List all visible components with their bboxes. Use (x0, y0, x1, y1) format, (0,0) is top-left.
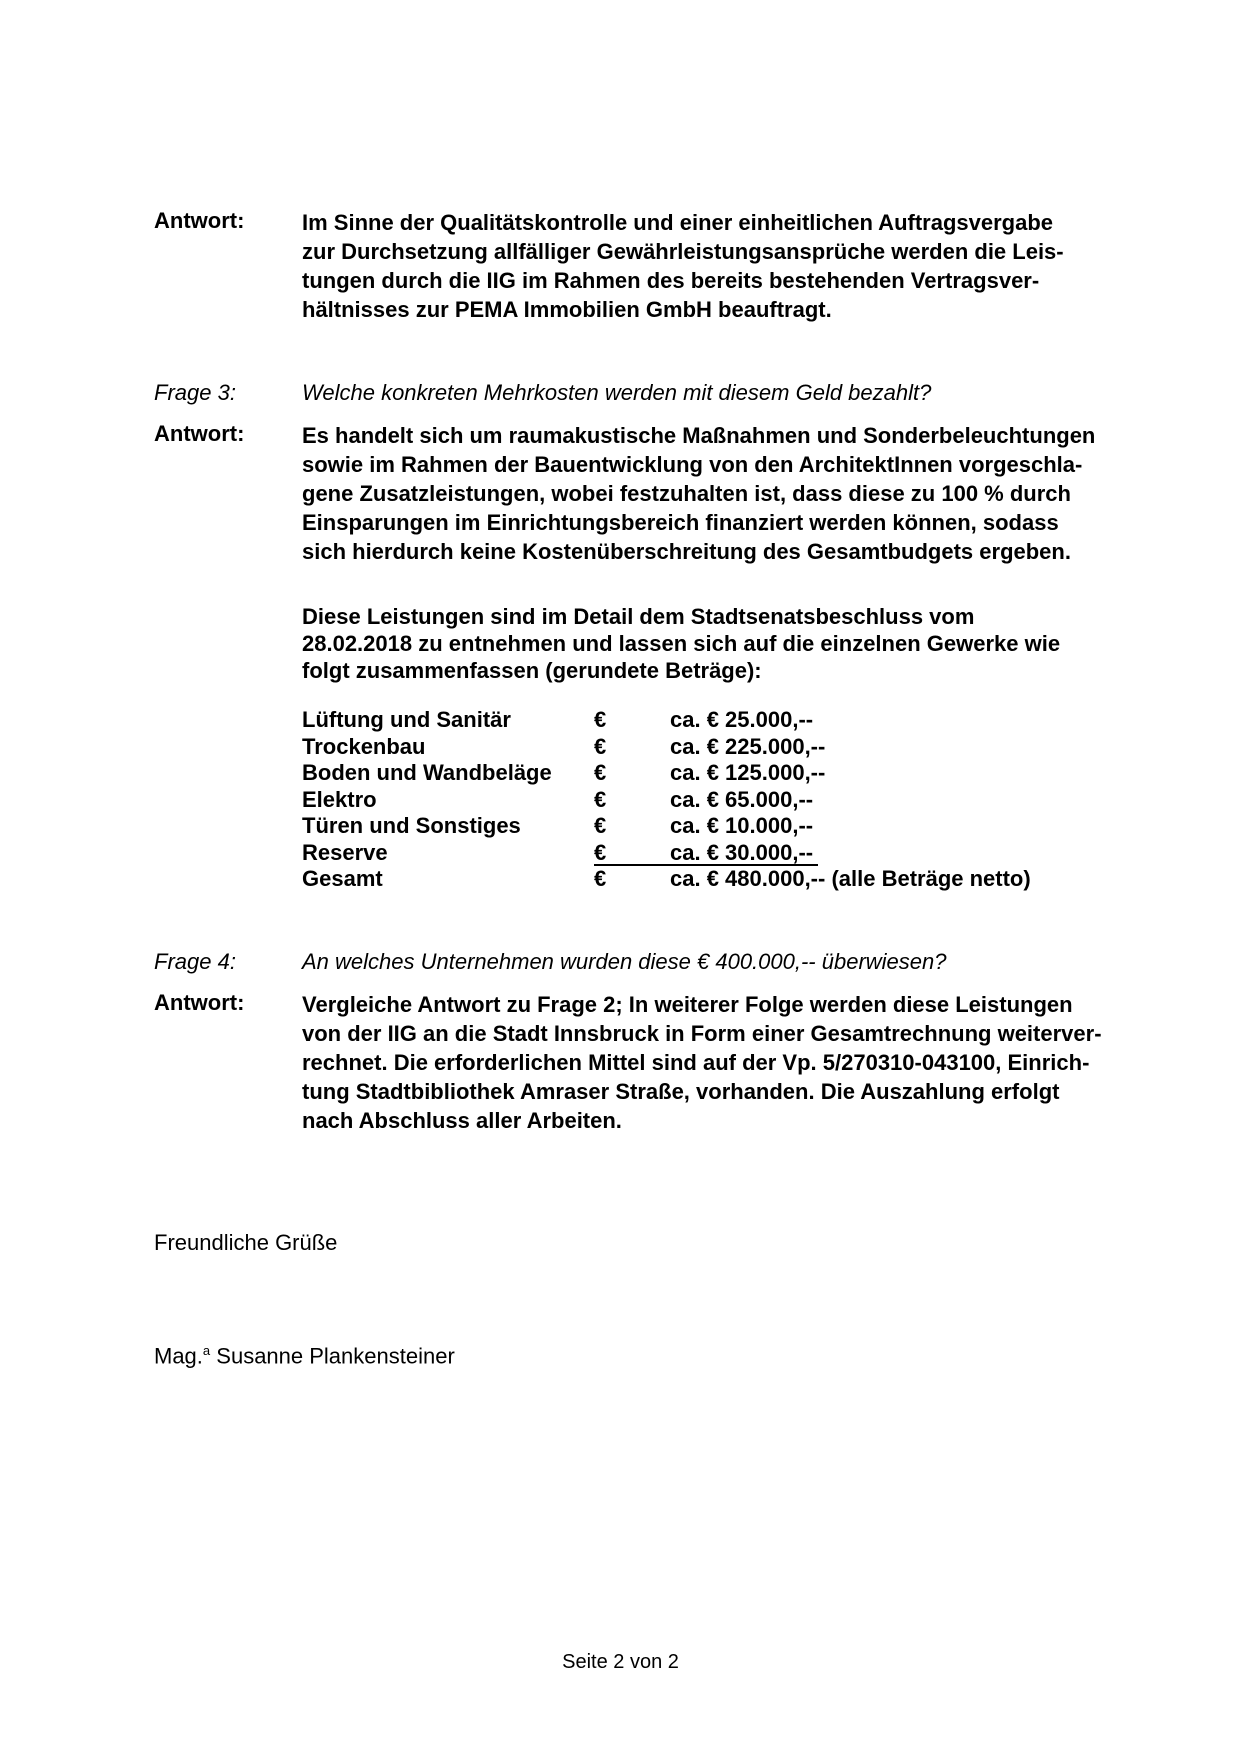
cost-amount: ca. € 125.000,-- (670, 760, 826, 785)
detail-paragraph: Diese Leistungen sind im Detail dem Stadtsenatsbeschluss vom 28.02.2018 zu entnehmen und lassen sich auf die einzelnen Gewerke wie folgt zusammenfassen (gerundete Beträge): (302, 604, 1061, 683)
frage3-question: Welche konkreten Mehrkosten werden mit diesem Geld bezahlt? (302, 380, 932, 405)
cost-name: Lüftung und Sanitär (302, 707, 511, 732)
cost-name: Gesamt (302, 866, 383, 891)
frage3-label: Frage 3: (154, 380, 236, 405)
cost-amount: ca. € 225.000,-- (670, 733, 826, 759)
antwort-label-1: Antwort: (154, 208, 245, 233)
cost-currency: € (594, 733, 607, 759)
antwort-label-4: Antwort: (154, 990, 245, 1015)
antwort-text-3: Es handelt sich um raumakustische Maßnahmen und Sonderbeleuchtungen sowie im Rahmen der Bauentwicklung von den ArchitektInnen vorgeschla- gene Zusatzleistungen, wobei festzuhalten ist, dass diese zu 100 % durch Einsparungen im Einrichtungsbereich finanziert werden können, sodass sich hierdurch keine Kostenüberschreitung des Gesamtbudgets ergeben. (302, 423, 1096, 564)
antwort-text-4: Vergleiche Antwort zu Frage 2; In weiterer Folge werden diese Leistungen von der IIG an die Stadt Innsbruck in Form einer Gesamtrechnung weiterver- rechnet. Die erforderlichen Mittel sind auf der Vp. 5/270310-043100, Einrich- tung Stadtbibliothek Amraser Straße, vorhanden. Die Auszahlung erfolgt nach Abschluss aller Arbeiten. (302, 992, 1102, 1133)
cost-currency: € (594, 866, 607, 891)
frage4-question: An welches Unternehmen wurden diese € 400.000,-- überwiesen? (302, 949, 947, 974)
antwort-label-3: Antwort: (154, 421, 245, 446)
cost-currency: € (594, 839, 607, 865)
cost-currency: € (594, 707, 607, 732)
page-number: Seite 2 von 2 (562, 1651, 679, 1673)
cost-currency: € (594, 760, 607, 785)
signature-title-sup: a (202, 1343, 211, 1358)
antwort-text-1: Im Sinne der Qualitätskontrolle und einer einheitlichen Auftragsvergabe zur Durchsetzung allfälliger Gewährleistungsansprüche werden die Leis- tungen durch die IIG im Rahmen des bereits bestehenden Vertragsver- hältnisses zur PEMA Immobilien GmbH beauftragt. (302, 210, 1064, 322)
closing-greeting: Freundliche Grüße (154, 1230, 338, 1255)
signature (154, 1343, 455, 1369)
cost-amount: ca. € 25.000,-- (670, 707, 814, 732)
cost-amount: ca. € 10.000,-- (670, 813, 814, 838)
cost-name: Türen und Sonstiges (302, 813, 521, 838)
cost-amount: ca. € 480.000,-- (alle Beträge netto) (670, 866, 1031, 891)
frage4-label: Frage 4: (154, 949, 236, 974)
signature-title: Mag. (154, 1343, 203, 1369)
cost-name: Elektro (302, 786, 377, 812)
cost-currency: € (594, 813, 607, 838)
signature-name: Susanne Plankensteiner (216, 1343, 455, 1369)
cost-currency: € (594, 786, 607, 812)
cost-name: Boden und Wandbeläge (302, 760, 552, 785)
cost-amount: ca. € 30.000,-- (670, 839, 814, 865)
cost-amount: ca. € 65.000,-- (670, 786, 814, 812)
cost-name: Reserve (302, 839, 388, 865)
cost-name: Trockenbau (302, 733, 426, 759)
